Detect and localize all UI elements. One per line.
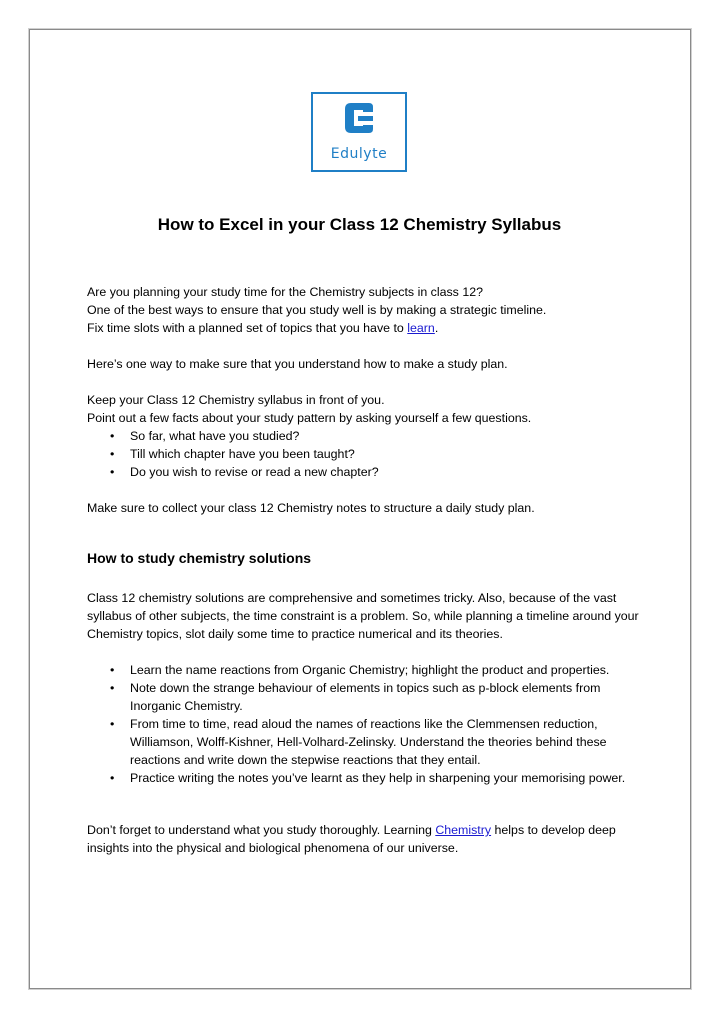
list-item: • Learn the name reactions from Organic Chemistry; highlight the product and properties. [130,661,647,679]
list-item: • From time to time, read aloud the names of reactions like the Clemmensen reduction, Williamson, Wolff-Kishner, Hell-Volhard-Zelinsky. Understand the theories behind these reactions and write down the stepwise reactions that they entail. [130,715,647,769]
learn-link[interactable]: learn [407,321,435,335]
brand-name: Edulyte [330,146,388,162]
list-item: • Practice writing the notes you’ve learnt as they help in sharpening your memorising power. [130,769,647,787]
keep-line: Point out a few facts about your study pattern by asking yourself a few questions. [87,411,532,425]
intro-line: Are you planning your study time for the Chemistry subjects in class 12? [87,285,483,299]
collect-notes: Make sure to collect your class 12 Chemistry notes to structure a daily study plan. [87,501,535,515]
keep-line: Keep your Class 12 Chemistry syllabus in front of you. [87,393,385,407]
question-list [87,427,647,481]
document-body [87,283,647,857]
section-paragraph: Class 12 chemistry solutions are comprehensive and sometimes tricky. Also, because of the vast syllabus of other subjects, the time constraint is a problem. So, while planning a timeline around your Chemistry topics, slot daily some time to practice numerical and its theories. [87,591,639,641]
list-item: • So far, what have you studied? [130,427,647,445]
intro-line: One of the best ways to ensure that you study well is by making a strategic timeline. [87,303,547,317]
edulyte-logo [311,92,407,172]
e-letter-icon [313,94,405,144]
intro-line: Fix time slots with a planned set of topics that you have to learn. [87,321,439,335]
page-title: How to Excel in your Class 12 Chemistry Syllabus [157,215,562,234]
list-item: • Note down the strange behaviour of elements in topics such as p-block elements from Inorganic Chemistry. [130,679,647,715]
closing-paragraph: Don’t forget to understand what you study thoroughly. Learning Chemistry helps to develop deep insights into the physical and biological phenomena of our universe. [87,823,616,855]
tips-list [87,661,647,787]
section-heading: How to study chemistry solutions [87,550,312,566]
list-item: • Do you wish to revise or read a new chapter? [130,463,647,481]
list-item: • Till which chapter have you been taught? [130,445,647,463]
chemistry-link[interactable]: Chemistry [435,823,492,837]
plan-intro: Here’s one way to make sure that you understand how to make a study plan. [87,357,508,371]
